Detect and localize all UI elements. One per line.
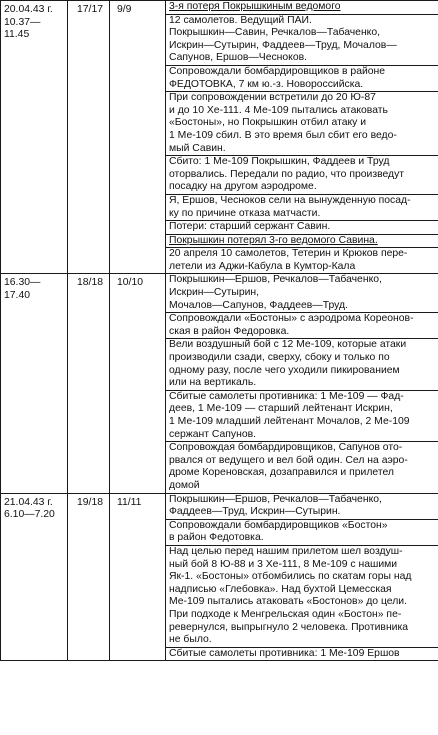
sorties-value: 18/18 [77,277,104,289]
description-line: Покрышкин—Савин, Речкалов—Табаченко, [169,27,381,39]
date-time-cell [1,493,68,661]
description-line: 1 Ме-109 младший лейтенант Мочалов, 2 Ме-109 [169,416,410,427]
description-line: оторвались. Передали по радио, что произведут [169,168,405,180]
description-line: Сопровождали бомбардировщиков «Бостон» [169,519,388,531]
total-value: 10/10 [117,277,144,289]
sorties-cell [68,274,110,493]
description-paragraph [166,312,438,338]
date-time-line: 17.40 [4,290,31,302]
total-cell [110,493,166,661]
description-line: ФЕДОТОВКА, 7 км ю.-з. Новороссийска. [169,78,364,90]
date-time-cell [1,1,68,274]
description-paragraph [166,390,438,441]
date-time-cell [1,274,68,493]
description-paragraph [166,65,438,91]
description-line: Як-1. «Бостоны» отбомбились по скатам горы над [169,571,412,583]
description-line: Сбито: 1 Ме-109 Покрышкин, Фаддеев и Труд [169,156,390,168]
description-line: Мочалов—Сапунов, Фаддеев—Труд. [169,299,348,311]
description-line: и до 10 Хе-111. 4 Ме-109 пытались атаковать [169,104,388,116]
description-line: Вели воздушный бой с 12 Ме-109, которые атаки [169,339,407,351]
description-paragraph [166,494,438,519]
description-line: «Бостоны», но Покрышкин отбил атаку и [169,117,367,129]
log-row [1,1,438,274]
description-line: летели из Аджи-Кабула в Кумтор-Кала [169,260,356,272]
description-line: сержант Сапунов. [169,428,257,440]
description-line: Потери: старший сержант Савин. [169,221,331,233]
description-line: Сопровождая бомбардировщиков, Сапунов ото- [169,442,403,454]
total-value: 11/11 [117,496,142,508]
description-line: надписью «Глебовка». Над бухтой Цемесская [169,583,392,595]
description-paragraph [166,519,438,545]
description-line: 3-я потеря Покрышкиным ведомого [169,1,341,12]
description-line: дроме Кореновская, дозаправился и прилетел [169,467,394,479]
description-line: Искрин—Сутырин, [169,287,260,299]
description-line: Покрышкин—Ершов, Речкалов—Табаченко, [169,493,382,505]
description-line: Искрин—Сутырин, Фаддеев—Труд, Мочалов— [169,39,397,51]
description-paragraph [166,14,438,65]
description-cell [166,274,438,493]
description-line: Над целью перед нашим прилетом шел воздуш- [169,545,403,557]
description-line: 1 Ме-109 сбил. В это время был сбит его ведо- [169,129,397,141]
log-row [1,493,438,661]
description-line: При сопровождении встретили до 20 Ю-87 [169,92,376,104]
description-paragraph [166,647,438,661]
description-paragraph [166,91,438,155]
description-line: Сбитые самолеты противника: 1 Ме-109 Ершов [169,647,400,659]
description-line: посадку на другом аэродроме. [169,181,317,193]
date-time-line: 16.30— [4,277,41,289]
date-time-line: 6.10—7.20 [4,509,55,521]
sorties-cell [68,1,110,274]
description-paragraph [166,441,438,492]
description-line: Фаддеев—Труд, Искрин—Сутырин. [169,506,341,518]
description-line: ный бой 8 Ю-88 и 3 Хе-111, 8 Ме-109 с нашими [169,558,398,570]
description-line: Я, Ершов, Чесноков сели на вынужденную посад- [169,194,411,206]
description-line: одному разу, после чего уходили пикированием [169,364,400,376]
description-line: Сопровождали «Бостоны» с аэродрома Кореонов- [169,313,414,325]
description-line: Сапунов, Ершов—Чесноков. [169,52,308,64]
description-line: 20 апреля 10 самолетов, Тетерин и Крюков пере- [169,248,408,260]
log-row [1,274,438,493]
description-line: мый Савин. [169,142,226,154]
description-paragraph [166,1,438,14]
description-line: деев, 1 Ме-109 — старший лейтенант Искрин, [169,403,393,415]
sorties-value: 19/18 [77,496,104,508]
description-line: в район Федотовка. [169,532,264,544]
description-line: рвался от ведущего и вел бой один. Сел на аэро- [169,454,408,466]
description-line: или на вертикаль. [169,377,257,389]
description-line: не было. [169,634,212,646]
sorties-cell [68,493,110,661]
total-cell [110,274,166,493]
description-line: ская в район Федоровка. [169,325,290,337]
description-paragraph [166,155,438,194]
description-line: производили сзади, сверху, сбоку и только по [169,352,390,364]
description-paragraph [166,247,438,273]
total-value: 9/9 [117,4,132,15]
date-time-line: 11.45 [4,29,30,41]
description-paragraph [166,220,438,234]
description-line: 12 самолетов. Ведущий ПАИ. [169,14,312,26]
description-paragraph [166,545,438,647]
description-line: ревернулся, выпрыгнуло 2 человека. Противника [169,621,409,633]
description-paragraph [166,234,438,248]
description-line: Сопровождали бомбардировщиков в районе [169,65,386,77]
description-cell [166,1,438,274]
description-line: Покрышкин потерял 3-го ведомого Савина. [169,234,378,246]
description-paragraph [166,274,438,312]
description-line: ку по причине отказа матчасти. [169,207,321,219]
description-line: Ме-109 пытались атаковать «Бостонов» до цели. [169,596,407,608]
description-paragraph [166,338,438,389]
description-line: Сбитые самолеты противника: 1 Ме-109 — Фад- [169,390,404,402]
description-line: домой [169,479,200,491]
sorties-value: 17/17 [77,4,104,15]
total-cell [110,1,166,274]
description-line: При подходе к Менгрельская один «Бостон» пе- [169,608,402,620]
date-time-line: 20.04.43 г. [4,4,53,15]
description-paragraph [166,194,438,220]
description-line: Покрышкин—Ершов, Речкалов—Табаченко, [169,274,382,286]
date-time-line: 21.04.43 г. [4,496,53,508]
description-cell [166,493,438,661]
date-time-line: 10.37— [4,16,41,28]
